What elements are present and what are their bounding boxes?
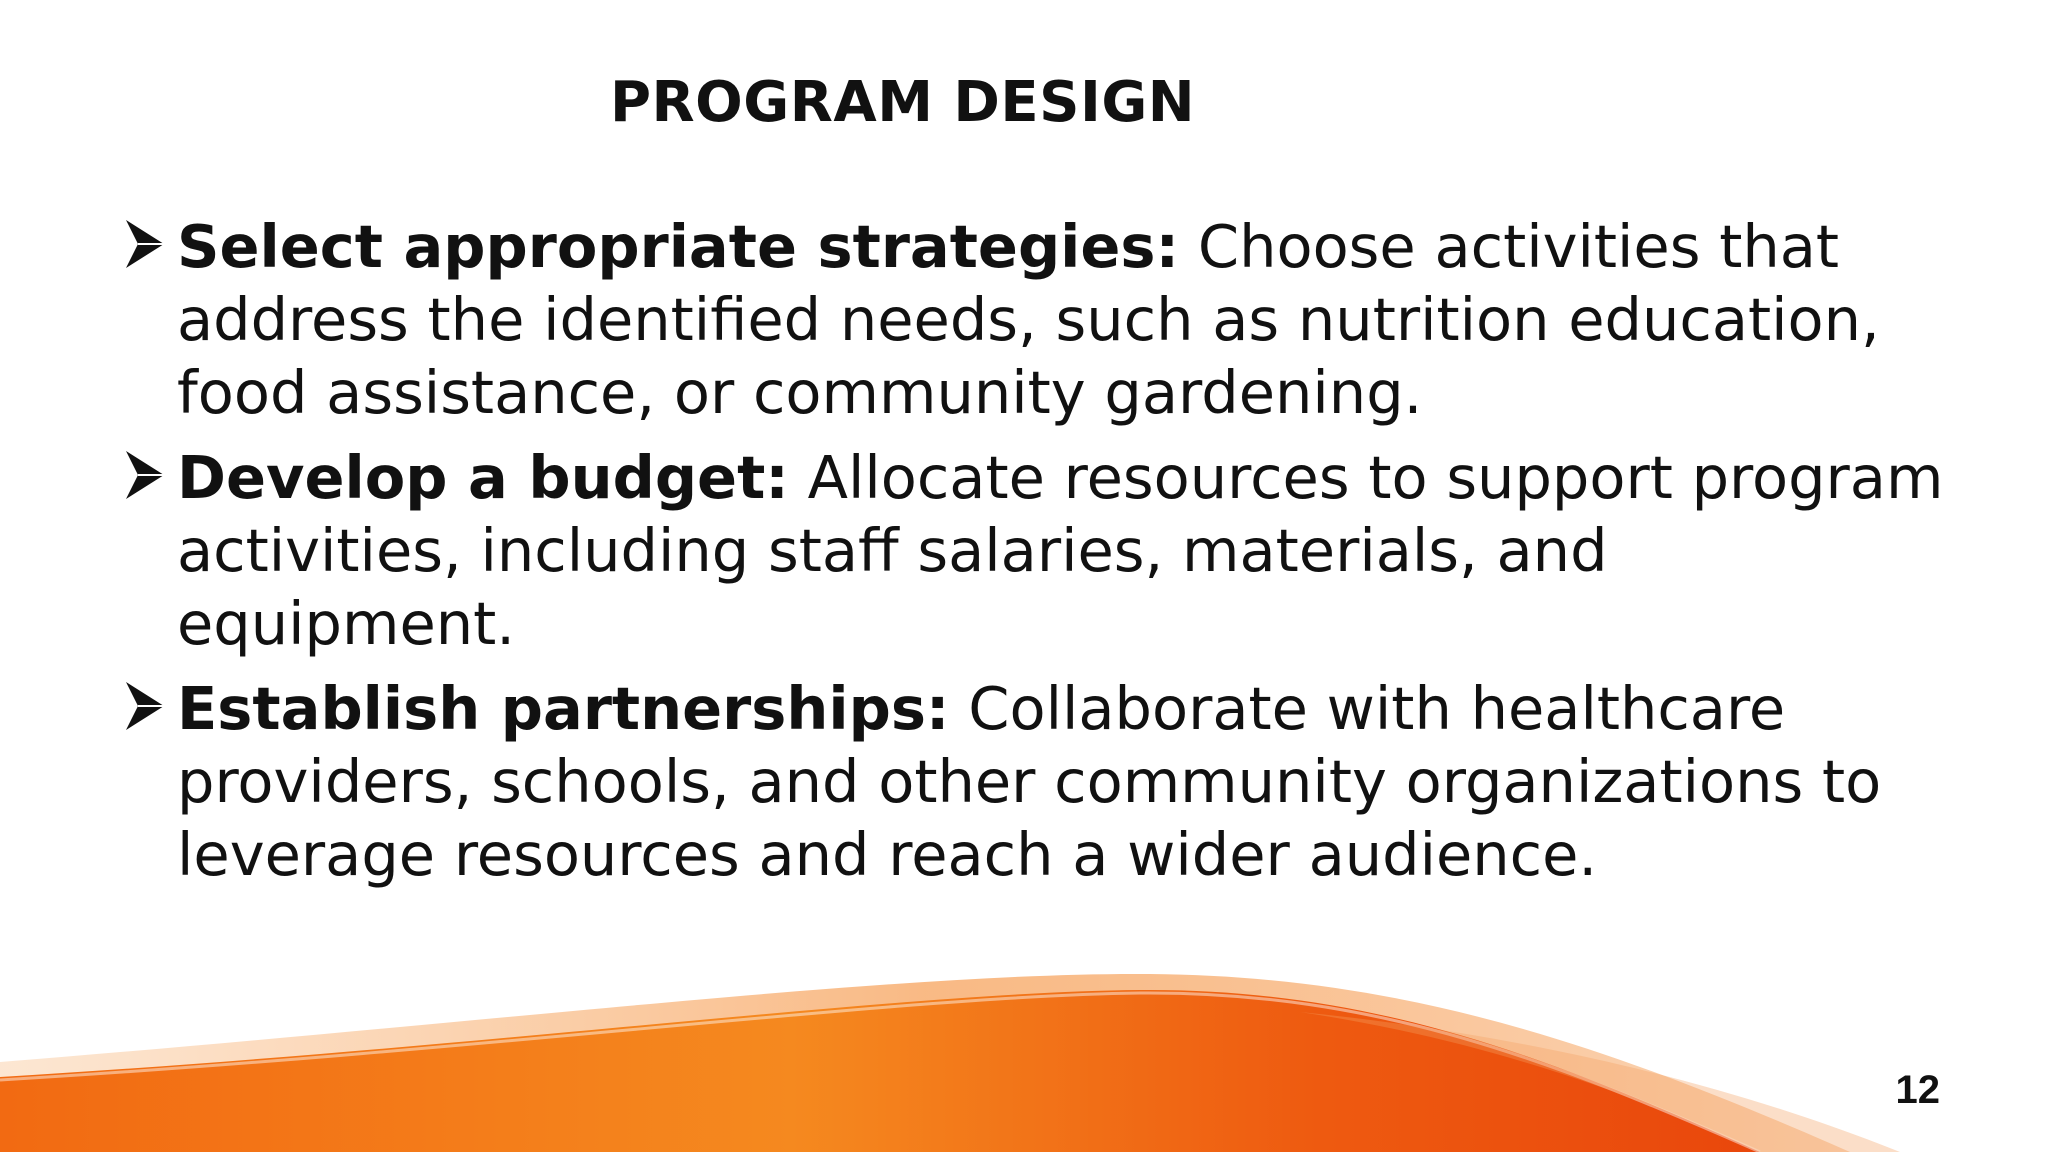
bullet-term: Select appropriate strategies: xyxy=(177,212,1180,281)
bullet-term: Establish partnerships: xyxy=(177,674,950,743)
bullet-text: Allocate resources to support program activities, including staff salaries, materials, and equipment. xyxy=(177,443,1944,658)
bullet-term: Develop a budget: xyxy=(177,443,789,512)
bullet-text: Collaborate with healthcare providers, schools, and other community organizations to leverage resources and reach a wider audience. xyxy=(177,674,1882,889)
arrowhead-bullet-icon xyxy=(120,441,168,514)
bullet-list xyxy=(120,210,1950,903)
bullet-text: Choose activities that address the identified needs, such as nutrition education, food assistance, or community gardening. xyxy=(177,212,1880,427)
arrowhead-bullet-icon xyxy=(120,210,168,283)
footer-wave-decoration xyxy=(0,952,2048,1152)
arrowhead-bullet-icon xyxy=(120,672,168,745)
bullet-item-strategies xyxy=(120,210,1950,429)
bullet-item-partnerships xyxy=(120,672,1950,891)
page-number: 12 xyxy=(1895,1068,1940,1112)
slide-title: PROGRAM DESIGN xyxy=(610,70,1196,135)
bullet-item-budget xyxy=(120,441,1950,660)
